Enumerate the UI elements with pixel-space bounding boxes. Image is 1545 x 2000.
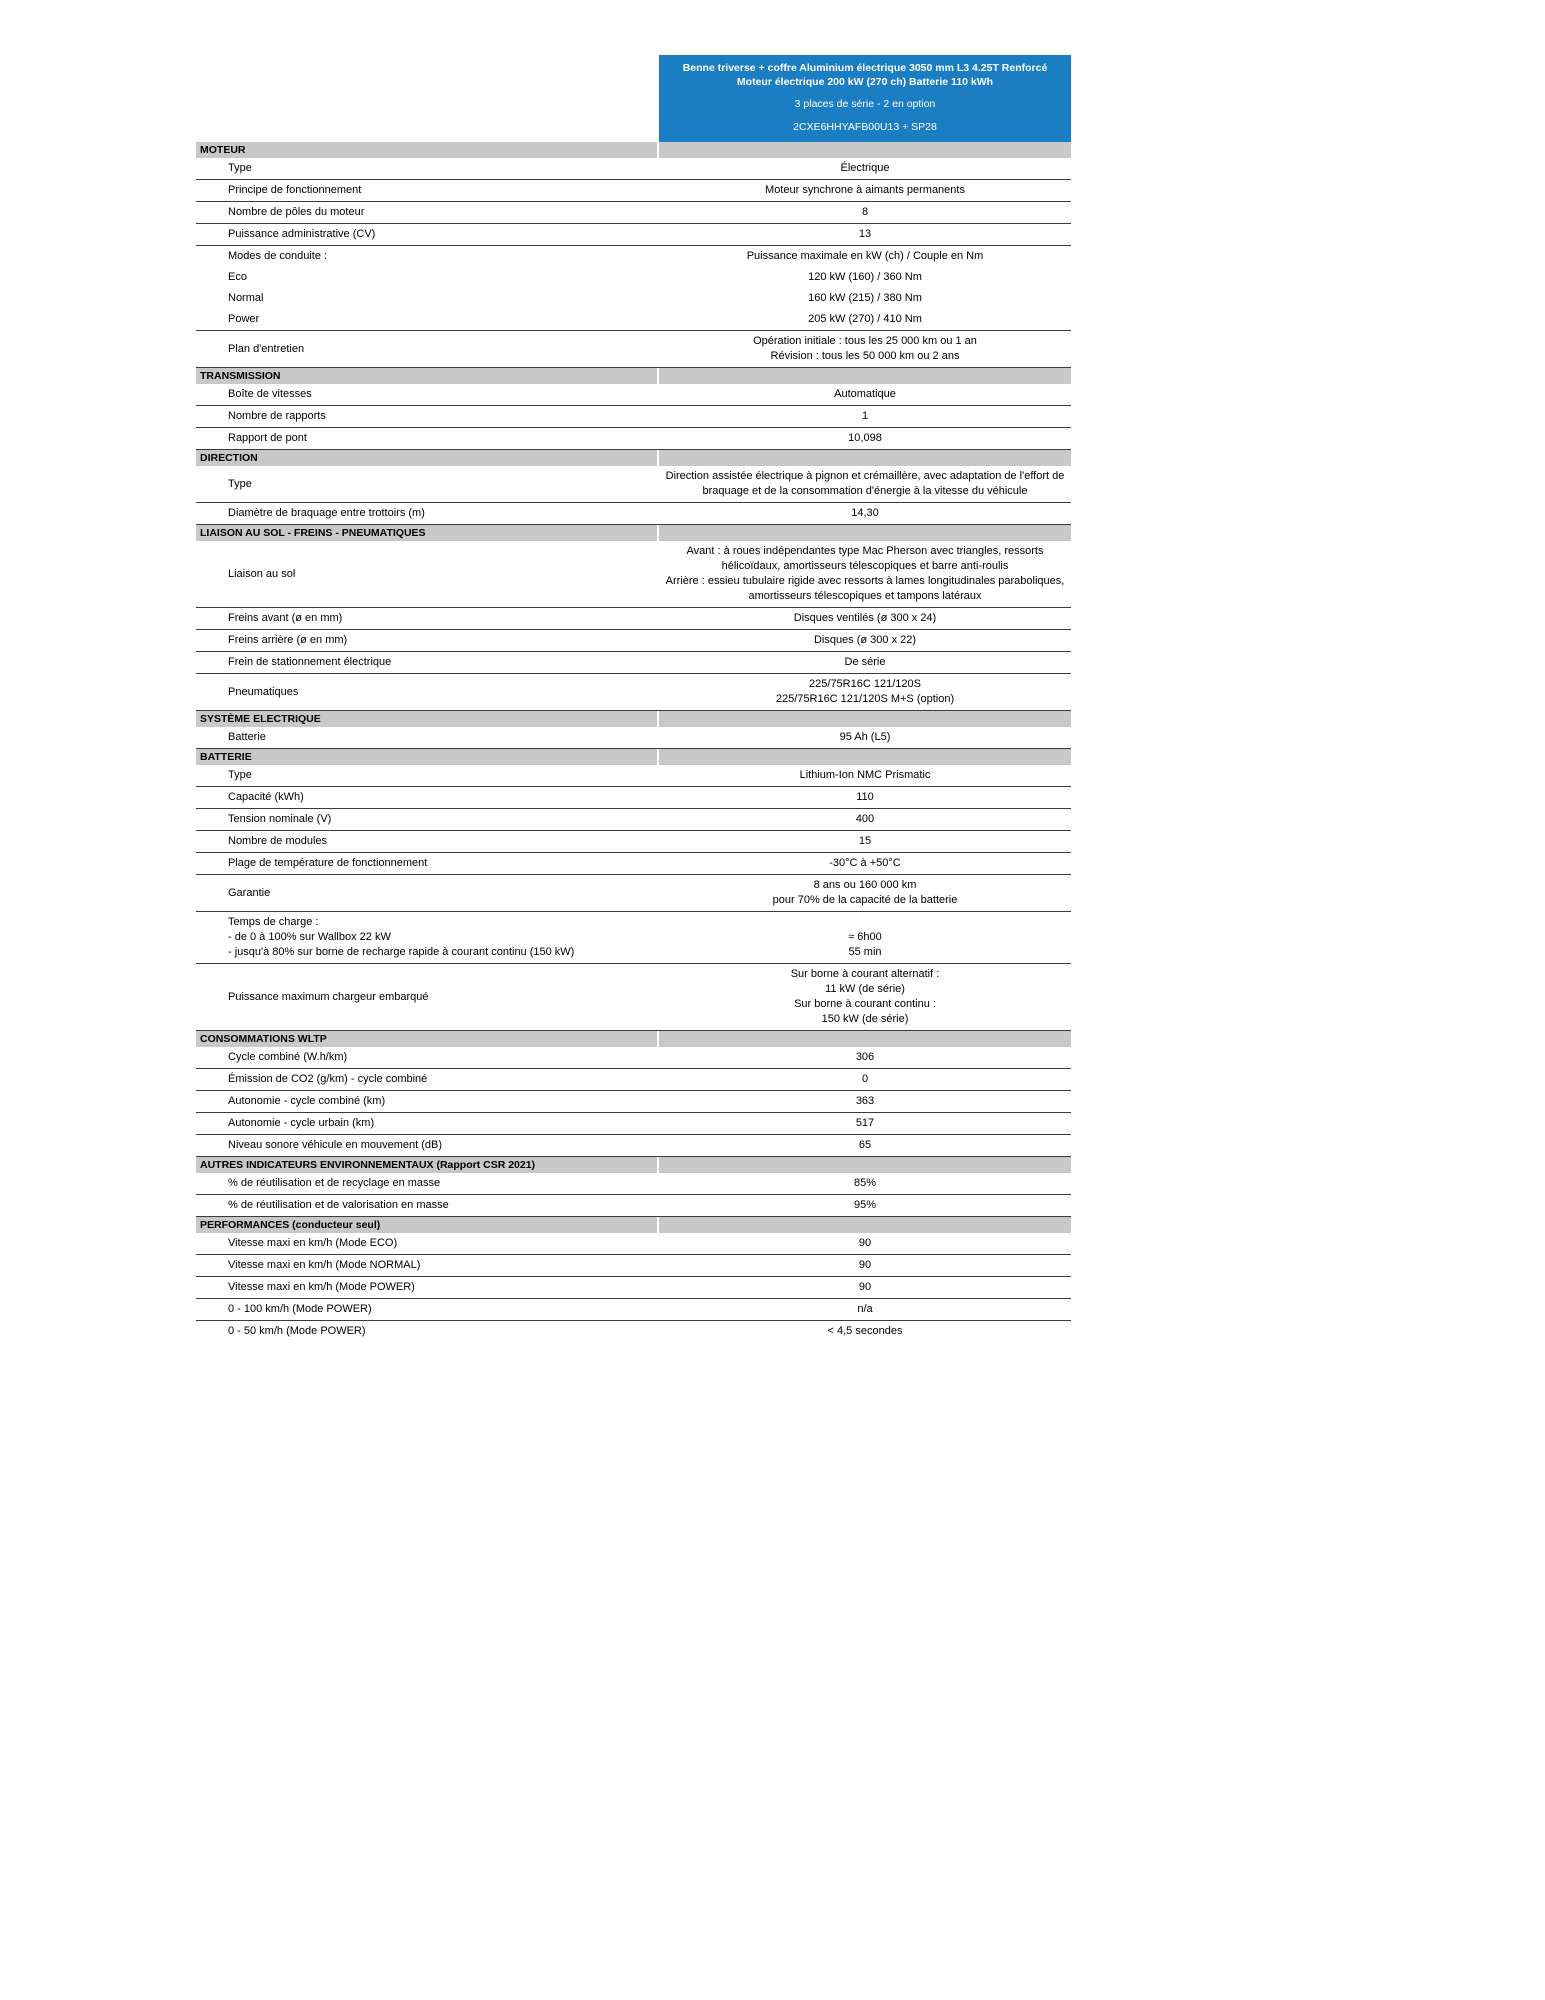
spec-label bbox=[196, 765, 659, 786]
spec-row bbox=[196, 608, 1071, 630]
spec-value bbox=[659, 765, 1071, 786]
variant-code: 2CXE6HHYAFB00U13 + SP28 bbox=[793, 121, 937, 133]
spec-value bbox=[659, 1255, 1071, 1276]
spec-label bbox=[196, 682, 659, 703]
spec-text-line: 10,098 bbox=[848, 432, 882, 444]
spec-label bbox=[196, 912, 659, 963]
spec-row bbox=[196, 503, 1071, 525]
spec-text-line: 1 bbox=[861, 410, 869, 422]
spec-text-line: Temps de charge : bbox=[228, 916, 319, 928]
spec-text-line: Automatique bbox=[834, 388, 896, 400]
spec-text-line: 517 bbox=[855, 1117, 875, 1129]
spec-value bbox=[659, 384, 1071, 405]
header-spacer bbox=[196, 55, 659, 142]
spec-label bbox=[196, 503, 659, 524]
variant-title-line2: Moteur électrique 200 kW (270 ch) Batterie 110 kWh bbox=[736, 75, 994, 88]
spec-text-line: Puissance maximum chargeur embarqué bbox=[228, 990, 429, 1003]
spec-text-line: Arrière : essieu tubulaire rigide avec ressorts à lames longitudinales paraboliques, amortisseurs télescopiques et tampons latéraux bbox=[665, 575, 1065, 602]
spec-value bbox=[659, 831, 1071, 852]
spec-row bbox=[196, 331, 1071, 368]
section-header bbox=[196, 450, 1071, 466]
spec-value bbox=[659, 787, 1071, 808]
spec-text-line: Émission de CO2 (g/km) - cycle combiné bbox=[228, 1073, 428, 1085]
section-header bbox=[196, 1031, 1071, 1047]
spec-row bbox=[196, 158, 1071, 180]
spec-text-line: 8 bbox=[861, 206, 869, 218]
spec-value bbox=[659, 428, 1071, 449]
spec-text-line: Plan d'entretien bbox=[228, 342, 305, 355]
spec-label bbox=[196, 652, 659, 673]
spec-label bbox=[196, 1321, 659, 1342]
spec-value bbox=[659, 964, 1071, 1030]
spec-label bbox=[196, 1299, 659, 1320]
spec-text-line: 14,30 bbox=[851, 507, 879, 519]
section-header bbox=[196, 1217, 1071, 1233]
spec-value bbox=[659, 1135, 1071, 1156]
spec-text-line: Révision : tous les 50 000 km ou 2 ans bbox=[770, 350, 960, 362]
section-header bbox=[196, 368, 1071, 384]
spec-text-line: Vitesse maxi en km/h (Mode ECO) bbox=[228, 1237, 398, 1249]
spec-text-line: Type bbox=[228, 477, 252, 490]
spec-text-line: 95% bbox=[853, 1199, 877, 1211]
spec-row bbox=[196, 1299, 1071, 1321]
spec-text-line: 90 bbox=[858, 1259, 872, 1271]
spec-text-line: 65 bbox=[858, 1139, 872, 1151]
spec-text-line: Batterie bbox=[228, 731, 266, 743]
spec-value bbox=[659, 1195, 1071, 1216]
section-bar-fill bbox=[659, 1031, 1071, 1047]
spec-label bbox=[196, 1173, 659, 1194]
spec-text-line: Nombre de pôles du moteur bbox=[228, 206, 365, 218]
section-header bbox=[196, 1157, 1071, 1173]
spec-row bbox=[196, 1255, 1071, 1277]
spec-row bbox=[196, 630, 1071, 652]
spec-label bbox=[196, 428, 659, 449]
spec-value bbox=[659, 224, 1071, 245]
section-title: MOTEUR bbox=[196, 142, 657, 158]
spec-row bbox=[196, 1135, 1071, 1157]
variant-header-box bbox=[659, 55, 1071, 142]
spec-text-line: 95 Ah (L5) bbox=[839, 731, 891, 743]
spec-text-line: Puissance administrative (CV) bbox=[228, 228, 376, 240]
spec-text-line: Moteur synchrone à aimants permanents bbox=[765, 184, 965, 196]
spec-text-line: Disques ventilés (ø 300 x 24) bbox=[793, 612, 937, 624]
spec-label bbox=[196, 1233, 659, 1254]
spec-value bbox=[659, 1233, 1071, 1254]
spec-label bbox=[196, 853, 659, 874]
spec-text-line: Normal bbox=[228, 292, 264, 304]
spec-text-line: 90 bbox=[858, 1281, 872, 1293]
spec-row bbox=[196, 1069, 1071, 1091]
spec-text-line: Rapport de pont bbox=[228, 432, 307, 444]
spec-text-line: Tension nominale (V) bbox=[228, 813, 332, 825]
spec-text-line: ≈ 6h00 bbox=[848, 931, 882, 943]
spec-label bbox=[196, 1255, 659, 1276]
spec-text-line: 110 bbox=[856, 791, 874, 803]
spec-text-line: Sur borne à courant continu : bbox=[794, 998, 936, 1010]
section-title: CONSOMMATIONS WLTP bbox=[196, 1031, 657, 1047]
section-bar-fill bbox=[659, 749, 1071, 765]
spec-value bbox=[659, 1277, 1071, 1298]
spec-row bbox=[196, 466, 1071, 503]
spec-text-line: Sur borne à courant alternatif : bbox=[790, 968, 940, 980]
spec-label bbox=[196, 1135, 659, 1156]
spec-value bbox=[659, 809, 1071, 830]
spec-value bbox=[659, 246, 1071, 330]
spec-value bbox=[659, 853, 1071, 874]
spec-text-line: 13 bbox=[858, 228, 872, 240]
section-header bbox=[196, 711, 1071, 727]
spec-text-line: Pneumatiques bbox=[228, 685, 299, 698]
spec-row bbox=[196, 912, 1071, 964]
section-header bbox=[196, 525, 1071, 541]
spec-text-line: Boîte de vitesses bbox=[228, 388, 312, 400]
spec-label bbox=[196, 384, 659, 405]
spec-text-line: 150 kW (de série) bbox=[821, 1013, 909, 1025]
spec-text-line: Type bbox=[228, 769, 252, 781]
spec-text-line: Cycle combiné (W.h/km) bbox=[228, 1051, 348, 1063]
spec-row bbox=[196, 428, 1071, 450]
spec-text-line bbox=[663, 915, 1067, 930]
spec-value bbox=[659, 1113, 1071, 1134]
spec-table bbox=[196, 55, 1071, 1342]
spec-value bbox=[659, 875, 1071, 911]
section-header bbox=[196, 749, 1071, 765]
spec-text-line: - jusqu'à 80% sur borne de recharge rapide à courant continu (150 kW) bbox=[228, 946, 575, 958]
spec-row bbox=[196, 1113, 1071, 1135]
spec-text-line: Niveau sonore véhicule en mouvement (dB) bbox=[228, 1139, 443, 1151]
spec-text-line: pour 70% de la capacité de la batterie bbox=[772, 894, 958, 906]
spec-value bbox=[659, 630, 1071, 651]
spec-value bbox=[659, 1069, 1071, 1090]
spec-text-line: Modes de conduite : bbox=[228, 250, 328, 262]
spec-row bbox=[196, 765, 1071, 787]
spec-label bbox=[196, 406, 659, 427]
spec-text-line: Garantie bbox=[228, 886, 271, 899]
spec-value bbox=[659, 674, 1071, 710]
spec-text-line: - de 0 à 100% sur Wallbox 22 kW bbox=[228, 931, 391, 943]
spec-text-line: Électrique bbox=[840, 162, 890, 174]
spec-text-line: Opération initiale : tous les 25 000 km ou 1 an bbox=[753, 335, 977, 347]
spec-text-line: Frein de stationnement électrique bbox=[228, 656, 392, 668]
spec-row bbox=[196, 1233, 1071, 1255]
spec-row bbox=[196, 202, 1071, 224]
spec-value bbox=[659, 1091, 1071, 1112]
spec-row bbox=[196, 809, 1071, 831]
spec-value bbox=[659, 1321, 1071, 1342]
spec-label bbox=[196, 474, 659, 495]
spec-text-line: Diamètre de braquage entre trottoirs (m) bbox=[228, 507, 425, 519]
spec-text-line: Nombre de modules bbox=[228, 835, 328, 847]
spec-value bbox=[659, 541, 1071, 607]
spec-label bbox=[196, 883, 659, 904]
spec-text-line: Puissance maximale en kW (ch) / Couple en Nm bbox=[746, 250, 984, 262]
spec-text-line: Direction assistée électrique à pignon et crémaillère, avec adaptation de l'effort de braquage et de la consommation d'énergie à la vitesse du véhicule bbox=[665, 470, 1065, 497]
section-title: BATTERIE bbox=[196, 749, 657, 765]
spec-value bbox=[659, 1047, 1071, 1068]
section-bar-fill bbox=[659, 525, 1071, 541]
spec-value bbox=[659, 727, 1071, 748]
spec-text-line: Liaison au sol bbox=[228, 567, 296, 580]
spec-text-line: Freins avant (ø en mm) bbox=[228, 612, 343, 624]
spec-text-line: -30°C à +50°C bbox=[829, 857, 901, 869]
spec-text-line: Plage de température de fonctionnement bbox=[228, 857, 428, 869]
spec-row bbox=[196, 246, 1071, 331]
section-title: TRANSMISSION bbox=[196, 368, 657, 384]
spec-label bbox=[196, 1047, 659, 1068]
spec-text-line: 225/75R16C 121/120S bbox=[809, 678, 921, 690]
spec-value bbox=[659, 202, 1071, 223]
spec-label bbox=[196, 564, 659, 585]
spec-row bbox=[196, 853, 1071, 875]
spec-text-line: Nombre de rapports bbox=[228, 410, 326, 422]
spec-text-line: Avant : à roues indépendantes type Mac Pherson avec triangles, ressorts hélicoïdaux, amortisseurs télescopiques et barre anti-roulis bbox=[686, 545, 1044, 572]
spec-text-line: 225/75R16C 121/120S M+S (option) bbox=[775, 693, 955, 705]
spec-label bbox=[196, 246, 659, 330]
spec-text-line: De série bbox=[844, 656, 886, 668]
spec-text-line: 0 bbox=[861, 1073, 869, 1085]
spec-text-line: Capacité (kWh) bbox=[228, 791, 304, 803]
section-bar-fill bbox=[659, 1217, 1071, 1233]
spec-table-body bbox=[196, 142, 1071, 1342]
spec-label bbox=[196, 180, 659, 201]
spec-label bbox=[196, 202, 659, 223]
spec-text-line: n/a bbox=[857, 1303, 873, 1315]
variant-seats-option: 3 places de série - 2 en option bbox=[794, 98, 936, 110]
spec-value bbox=[659, 1173, 1071, 1194]
spec-text-line: 55 min bbox=[848, 946, 882, 958]
spec-text-line: 160 kW (215) / 380 Nm bbox=[808, 292, 922, 304]
spec-row bbox=[196, 224, 1071, 246]
spec-label bbox=[196, 787, 659, 808]
spec-row bbox=[196, 384, 1071, 406]
spec-label bbox=[196, 831, 659, 852]
spec-label bbox=[196, 224, 659, 245]
section-header bbox=[196, 142, 1071, 158]
section-bar-fill bbox=[659, 711, 1071, 727]
spec-row bbox=[196, 180, 1071, 202]
spec-value bbox=[659, 912, 1071, 963]
spec-value bbox=[659, 158, 1071, 179]
spec-label bbox=[196, 608, 659, 629]
spec-text-line: Freins arrière (ø en mm) bbox=[228, 634, 348, 646]
spec-text-line: 90 bbox=[858, 1237, 872, 1249]
spec-label bbox=[196, 727, 659, 748]
header-row bbox=[196, 55, 1071, 142]
spec-label bbox=[196, 158, 659, 179]
spec-label bbox=[196, 1277, 659, 1298]
spec-text-line: Principe de fonctionnement bbox=[228, 184, 362, 196]
spec-label bbox=[196, 1091, 659, 1112]
spec-value bbox=[659, 406, 1071, 427]
spec-text-line: 85% bbox=[853, 1177, 877, 1189]
spec-text-line: 120 kW (160) / 360 Nm bbox=[808, 271, 922, 283]
section-title: AUTRES INDICATEURS ENVIRONNEMENTAUX (Rapport CSR 2021) bbox=[196, 1157, 657, 1173]
spec-text-line: 400 bbox=[855, 813, 875, 825]
variant-title-line1: Benne triverse + coffre Aluminium électrique 3050 mm L3 4.25T Renforcé bbox=[682, 62, 1048, 74]
spec-row bbox=[196, 831, 1071, 853]
spec-value bbox=[659, 652, 1071, 673]
spec-row bbox=[196, 1195, 1071, 1217]
spec-label bbox=[196, 987, 659, 1008]
spec-text-line: % de réutilisation et de recyclage en masse bbox=[228, 1177, 441, 1189]
spec-row bbox=[196, 875, 1071, 912]
spec-row bbox=[196, 1047, 1071, 1069]
spec-value bbox=[659, 466, 1071, 502]
spec-label bbox=[196, 630, 659, 651]
section-bar-fill bbox=[659, 1157, 1071, 1173]
spec-text-line: 0 - 50 km/h (Mode POWER) bbox=[228, 1325, 366, 1337]
spec-text-line: 15 bbox=[858, 835, 872, 847]
spec-label bbox=[196, 809, 659, 830]
section-bar-fill bbox=[659, 142, 1071, 158]
spec-text-line: Autonomie - cycle combiné (km) bbox=[228, 1095, 386, 1107]
spec-text-line: Power bbox=[228, 313, 260, 325]
spec-text-line: % de réutilisation et de valorisation en masse bbox=[228, 1199, 449, 1211]
spec-label bbox=[196, 1195, 659, 1216]
spec-row bbox=[196, 787, 1071, 809]
spec-row bbox=[196, 674, 1071, 711]
spec-row bbox=[196, 1277, 1071, 1299]
spec-row bbox=[196, 1091, 1071, 1113]
spec-value bbox=[659, 331, 1071, 367]
spec-row bbox=[196, 652, 1071, 674]
spec-text-line: Disques (ø 300 x 22) bbox=[813, 634, 917, 646]
spec-row bbox=[196, 727, 1071, 749]
section-title: SYSTÈME ELECTRIQUE bbox=[196, 711, 657, 727]
section-title: DIRECTION bbox=[196, 450, 657, 466]
spec-text-line: 0 - 100 km/h (Mode POWER) bbox=[228, 1303, 372, 1315]
spec-text-line: Type bbox=[228, 162, 252, 174]
spec-row bbox=[196, 541, 1071, 608]
section-title: PERFORMANCES (conducteur seul) bbox=[196, 1217, 657, 1233]
spec-text-line: Eco bbox=[228, 271, 247, 283]
spec-value bbox=[659, 503, 1071, 524]
spec-text-line: 205 kW (270) / 410 Nm bbox=[808, 313, 922, 325]
spec-text-line: 8 ans ou 160 000 km bbox=[813, 879, 917, 891]
spec-text-line: Lithium-Ion NMC Prismatic bbox=[799, 769, 931, 781]
spec-label bbox=[196, 339, 659, 360]
spec-row bbox=[196, 1173, 1071, 1195]
spec-label bbox=[196, 1069, 659, 1090]
section-title: LIAISON AU SOL - FREINS - PNEUMATIQUES bbox=[196, 525, 657, 541]
spec-row bbox=[196, 964, 1071, 1031]
spec-value bbox=[659, 608, 1071, 629]
spec-value bbox=[659, 180, 1071, 201]
spec-text-line: 11 kW (de série) bbox=[825, 983, 905, 995]
spec-text-line: 363 bbox=[855, 1095, 875, 1107]
spec-text-line: < 4,5 secondes bbox=[827, 1325, 903, 1337]
spec-text-line: Autonomie - cycle urbain (km) bbox=[228, 1117, 375, 1129]
spec-value bbox=[659, 1299, 1071, 1320]
spec-label bbox=[196, 1113, 659, 1134]
spec-row bbox=[196, 406, 1071, 428]
spec-text-line: Vitesse maxi en km/h (Mode POWER) bbox=[228, 1281, 415, 1293]
section-bar-fill bbox=[659, 450, 1071, 466]
spec-text-line: Vitesse maxi en km/h (Mode NORMAL) bbox=[228, 1259, 421, 1271]
spec-row bbox=[196, 1321, 1071, 1342]
section-bar-fill bbox=[659, 368, 1071, 384]
spec-text-line: 306 bbox=[855, 1051, 875, 1063]
